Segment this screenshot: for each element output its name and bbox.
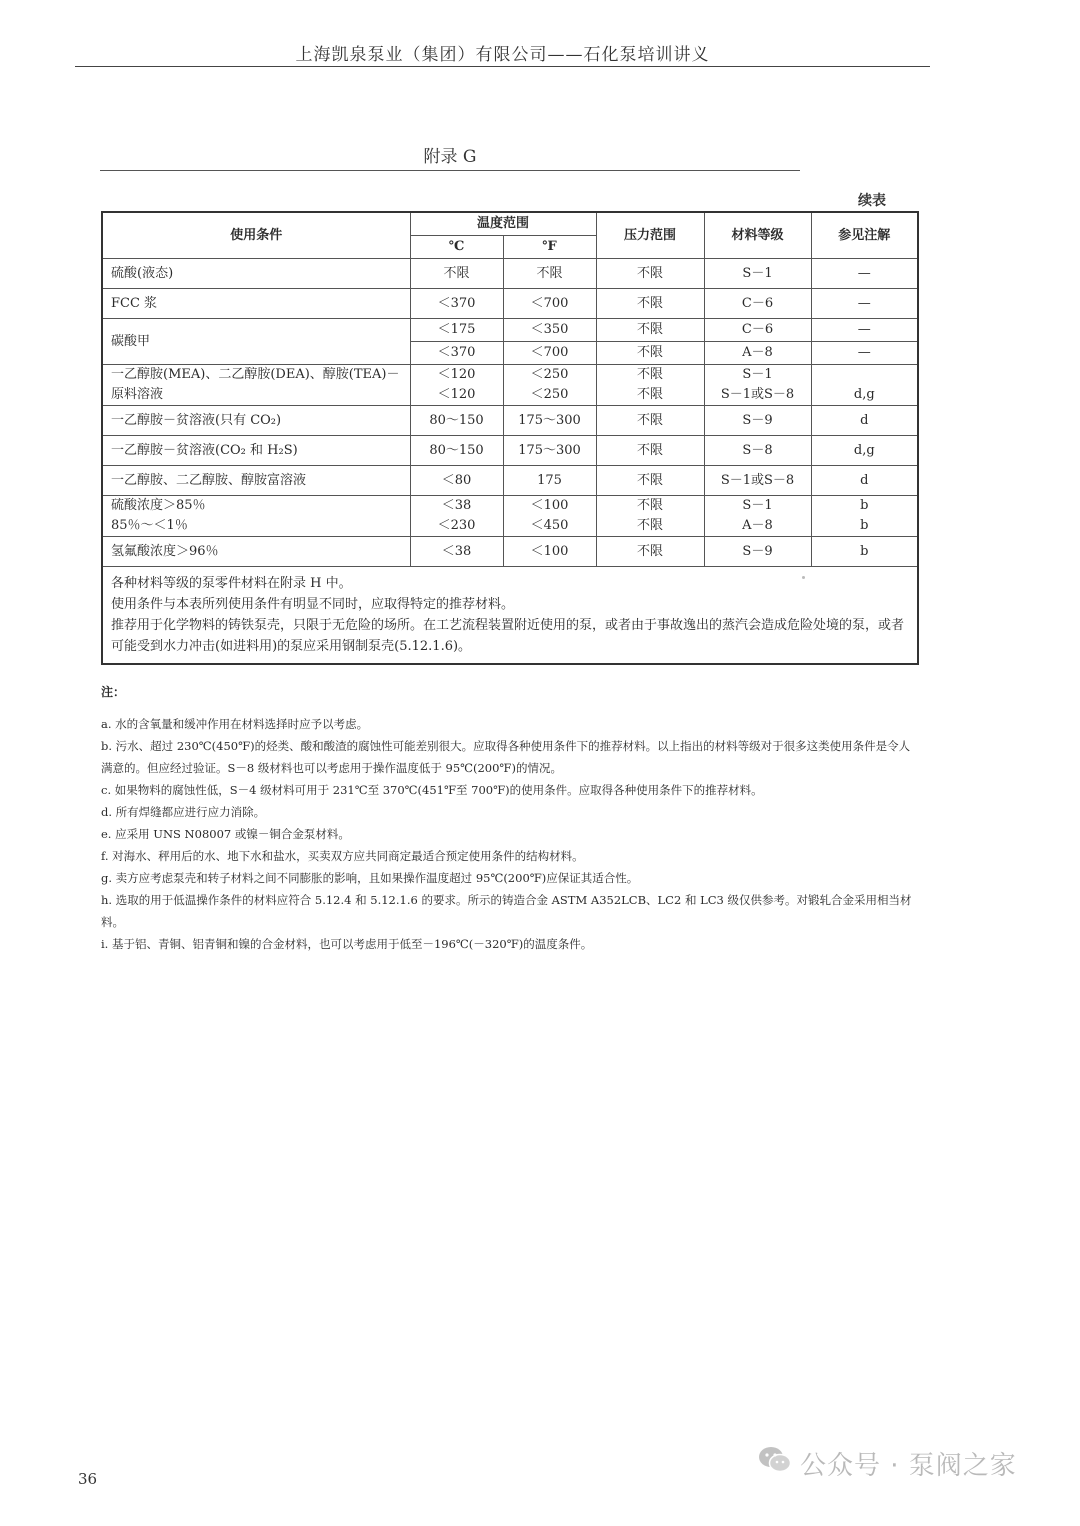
table-row <box>102 319 918 342</box>
table-row <box>102 289 918 319</box>
cell-value: ＜120 <box>437 367 476 382</box>
cell-value: 85％～＜1％ <box>111 518 188 533</box>
cell-fahrenheit: ＜700 <box>503 289 596 319</box>
running-header: 上海凯泉泵业（集团）有限公司——石化泵培训讲义 <box>295 45 710 65</box>
cell-pressure: 不限 <box>596 289 704 319</box>
cell-value: ＜100 <box>530 498 569 513</box>
cell-pressure: 不限 <box>596 466 704 496</box>
cell-value: S－1 <box>742 498 773 513</box>
cell-value: 不限 <box>637 387 664 402</box>
cell-condition: 一乙醇胺－贫溶液(CO₂ 和 H₂S) <box>102 436 410 466</box>
cell-material <box>704 365 811 406</box>
cell-pressure: 不限 <box>596 342 704 365</box>
cell-notes: — <box>811 342 918 365</box>
cell-celsius <box>410 365 503 406</box>
cell-value: A－8 <box>742 518 773 533</box>
cell-material <box>704 496 811 537</box>
cell-value: b <box>860 498 869 513</box>
cell-value: 不限 <box>637 367 664 382</box>
cell-notes: — <box>811 319 918 342</box>
cell-material: S－9 <box>704 406 811 436</box>
table-row <box>102 406 918 436</box>
note-item: b. 污水、超过 230℃(450℉)的烃类、酸和酸渣的腐蚀性可能差别很大。应取得各种使用条件下的推荐材料。以上指出的材料等级对于很多这类使用条件是令人满意的。但应经过验证。S－8 级材料也可以考虑用于操作温度低于 95℃(200℉)的情况。 <box>101 739 911 775</box>
cell-condition: 一乙醇胺(MEA)、二乙醇胺(DEA)、醇胺(TEA)－原料溶液 <box>102 365 410 406</box>
cell-condition: FCC 浆 <box>102 289 410 319</box>
cell-condition: 一乙醇胺－贫溶液(只有 CO₂) <box>102 406 410 436</box>
wechat-icon <box>758 1445 792 1475</box>
cell-value: ＜120 <box>437 387 476 402</box>
page-number: 36 <box>78 1470 98 1488</box>
header-rule <box>75 66 930 67</box>
cell-pressure: 不限 <box>596 319 704 342</box>
cell-pressure <box>596 496 704 537</box>
cell-fahrenheit: ＜700 <box>503 342 596 365</box>
cell-notes <box>811 496 918 537</box>
note-item: g. 卖方应考虑泵壳和转子材料之间不同膨胀的影响，且如果操作温度超过 95℃(200℉)应保证其适合性。 <box>101 871 639 885</box>
cell-celsius: 不限 <box>410 259 503 289</box>
header-condition: 使用条件 <box>102 212 410 259</box>
cell-pressure: 不限 <box>596 537 704 567</box>
appendix-rule <box>100 170 800 171</box>
cell-condition <box>102 496 410 537</box>
header-celsius: ℃ <box>410 236 503 259</box>
table-footnotes <box>102 567 918 665</box>
cell-celsius: ＜370 <box>410 342 503 365</box>
scan-speck <box>802 576 805 579</box>
cell-value: 不限 <box>637 498 664 513</box>
cell-fahrenheit <box>503 365 596 406</box>
cell-notes: d,g <box>811 365 918 406</box>
header-see-notes: 参见注解 <box>811 212 918 259</box>
cell-value: ＜250 <box>530 367 569 382</box>
cell-fahrenheit: ＜350 <box>503 319 596 342</box>
cell-value: b <box>860 518 869 533</box>
cell-pressure <box>596 365 704 406</box>
header-material-class: 材料等级 <box>704 212 811 259</box>
cell-fahrenheit: 175～300 <box>503 406 596 436</box>
cell-notes: d <box>811 406 918 436</box>
cell-fahrenheit: 175～300 <box>503 436 596 466</box>
cell-pressure: 不限 <box>596 406 704 436</box>
cell-condition: 硫酸(液态) <box>102 259 410 289</box>
cell-notes: — <box>811 289 918 319</box>
table-row <box>102 466 918 496</box>
cell-condition: 氢氟酸浓度＞96％ <box>102 537 410 567</box>
table-footnote: 使用条件与本表所列使用条件有明显不同时，应取得特定的推荐材料。 <box>111 597 515 612</box>
note-item: e. 应采用 UNS N08007 或镍－铜合金泵材料。 <box>101 827 350 841</box>
cell-material: S－8 <box>704 436 811 466</box>
cell-value: S－1 <box>742 367 773 382</box>
cell-celsius <box>410 496 503 537</box>
cell-fahrenheit <box>503 496 596 537</box>
table-footnote-row <box>102 567 918 665</box>
table-row <box>102 365 918 406</box>
table-row <box>102 436 918 466</box>
cell-value: ＜250 <box>530 387 569 402</box>
cell-notes: d <box>811 466 918 496</box>
header-pressure: 压力范围 <box>596 212 704 259</box>
table-row <box>102 537 918 567</box>
cell-notes: b <box>811 537 918 567</box>
cell-value: ＜38 <box>441 498 472 513</box>
cell-pressure: 不限 <box>596 259 704 289</box>
cell-fahrenheit: 不限 <box>503 259 596 289</box>
cell-material: S－1或S－8 <box>704 466 811 496</box>
cell-celsius: ＜38 <box>410 537 503 567</box>
cell-material: S－9 <box>704 537 811 567</box>
watermark <box>758 1441 1058 1481</box>
cell-material: C－6 <box>704 319 811 342</box>
cell-material: S－1 <box>704 259 811 289</box>
table-row <box>102 259 918 289</box>
cell-value: ＜450 <box>530 518 569 533</box>
cell-material: C－6 <box>704 289 811 319</box>
appendix-title: 附录 G <box>423 147 477 167</box>
note-item: f. 对海水、秤用后的水、地下水和盐水，买卖双方应共同商定最适合预定使用条件的结构材料。 <box>101 849 584 863</box>
cell-celsius: ＜80 <box>410 466 503 496</box>
cell-value: ＜230 <box>437 518 476 533</box>
note-item: d. 所有焊缝都应进行应力消除。 <box>101 805 266 819</box>
header-fahrenheit: ℉ <box>503 236 596 259</box>
table-footnote: 各种材料等级的泵零件材料在附录 H 中。 <box>111 576 352 591</box>
notes-section <box>101 683 921 955</box>
cell-material: A－8 <box>704 342 811 365</box>
cell-value: 硫酸浓度＞85％ <box>111 498 206 513</box>
cell-condition: 碳酸甲 <box>102 319 410 365</box>
table-footnote: 推荐用于化学物料的铸铁泵壳，只限于无危险的场所。在工艺流程装置附近使用的泵，或者由于事故逸出的蒸汽会造成危险处境的泵，或者可能受到水力冲击(如进料用)的泵应采用钢制泵壳(5.12.1.6)。 <box>111 618 905 654</box>
note-item: i. 基于铝、青铜、铝青铜和镍的合金材料，也可以考虑用于低至－196℃(－320℉)的温度条件。 <box>101 937 593 951</box>
cell-celsius: ＜175 <box>410 319 503 342</box>
cell-celsius: 80～150 <box>410 436 503 466</box>
note-item: a. 水的含氧量和缓冲作用在材料选择时应予以考虑。 <box>101 717 369 731</box>
cell-notes: d,g <box>811 436 918 466</box>
table-header-row <box>102 212 918 236</box>
continued-label: 续表 <box>858 193 886 209</box>
cell-fahrenheit: 175 <box>503 466 596 496</box>
note-item: c. 如果物料的腐蚀性低，S－4 级材料可用于 231℃至 370℃(451℉至 700℉)的使用条件。应取得各种使用条件下的推荐材料。 <box>101 783 763 797</box>
cell-value: S－1或S－8 <box>720 387 795 402</box>
cell-celsius: ＜370 <box>410 289 503 319</box>
cell-value: 不限 <box>637 518 664 533</box>
header-temp-range: 温度范围 <box>410 212 596 236</box>
cell-notes: — <box>811 259 918 289</box>
material-table <box>101 211 919 665</box>
watermark-text: 公众号 · 泵阀之家 <box>800 1451 1017 1481</box>
cell-condition: 一乙醇胺、二乙醇胺、醇胺富溶液 <box>102 466 410 496</box>
cell-celsius: 80～150 <box>410 406 503 436</box>
cell-pressure: 不限 <box>596 436 704 466</box>
table-row <box>102 496 918 537</box>
notes-label: 注： <box>101 685 126 699</box>
cell-fahrenheit: ＜100 <box>503 537 596 567</box>
note-item: h. 选取的用于低温操作条件的材料应符合 5.12.4 和 5.12.1.6 的要求。所示的铸造合金 ASTM A352LCB、LC2 和 LC3 级仅供参考。对锻轧合金采用相当材料。 <box>101 893 912 929</box>
